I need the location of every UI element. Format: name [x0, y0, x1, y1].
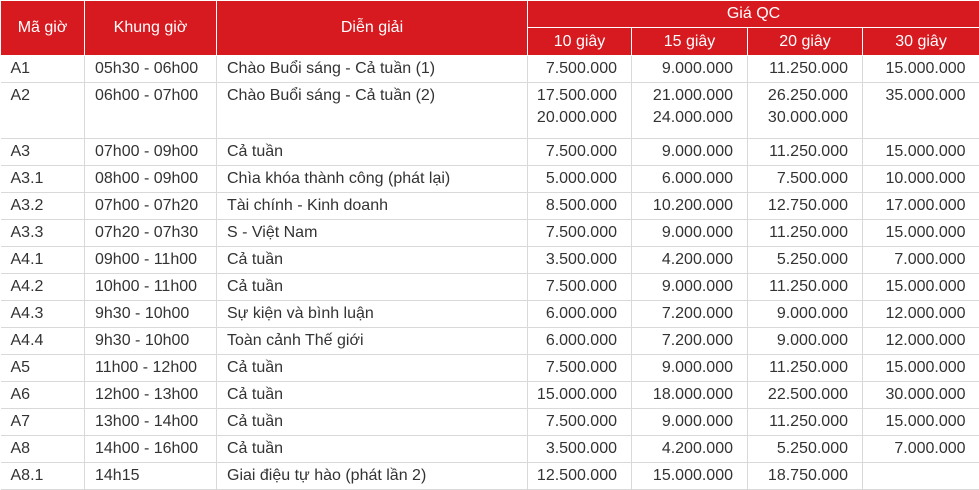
- desc-cell: Cả tuần: [217, 139, 528, 166]
- desc-cell: Cả tuần: [217, 355, 528, 382]
- price-cell-30: 10.000.000: [863, 166, 979, 193]
- price-cell-20: [748, 83, 863, 139]
- desc-cell: Chào Buổi sáng - Cả tuần (2): [217, 83, 528, 139]
- price-cell-15: 10.200.000: [632, 193, 748, 220]
- price-cell-10: 7.500.000: [528, 274, 632, 301]
- table-row: [1, 193, 979, 220]
- price-cell-20: 11.250.000: [748, 409, 863, 436]
- price-value: 17.500.000: [536, 87, 617, 104]
- table-row: [1, 355, 979, 382]
- price-cell-30: 12.000.000: [863, 328, 979, 355]
- slot-cell: 09h00 - 11h00: [85, 247, 217, 274]
- desc-cell: Giai điệu tự hào (phát lần 2): [217, 463, 528, 490]
- desc-cell: Cả tuần: [217, 274, 528, 301]
- header-duration-15: 15 giây: [632, 28, 748, 56]
- header-code: Mã giờ: [1, 1, 85, 56]
- header-price-group: Giá QC: [528, 1, 979, 28]
- code-cell: A4.4: [1, 328, 85, 355]
- desc-cell: Cả tuần: [217, 382, 528, 409]
- price-cell-20: 5.250.000: [748, 436, 863, 463]
- code-cell: A7: [1, 409, 85, 436]
- price-cell-30: 15.000.000: [863, 409, 979, 436]
- table-row: [1, 463, 979, 490]
- price-cell-15: 9.000.000: [632, 355, 748, 382]
- slot-cell: 9h30 - 10h00: [85, 328, 217, 355]
- header-duration-30: 30 giây: [863, 28, 979, 56]
- price-cell-10: 6.000.000: [528, 328, 632, 355]
- table-row: [1, 166, 979, 193]
- price-cell-30: 7.000.000: [863, 436, 979, 463]
- slot-cell: 06h00 - 07h00: [85, 83, 217, 139]
- price-cell-20: 5.250.000: [748, 247, 863, 274]
- table-row: [1, 328, 979, 355]
- price-cell-10: 7.500.000: [528, 355, 632, 382]
- desc-cell: Cả tuần: [217, 247, 528, 274]
- price-cell-15: 9.000.000: [632, 56, 748, 83]
- price-cell-15: 6.000.000: [632, 166, 748, 193]
- price-cell-10: 3.500.000: [528, 436, 632, 463]
- price-cell-20: 11.250.000: [748, 355, 863, 382]
- code-cell: A3.1: [1, 166, 85, 193]
- price-cell-20: 9.000.000: [748, 301, 863, 328]
- table-row: [1, 409, 979, 436]
- price-cell-10: 7.500.000: [528, 409, 632, 436]
- price-cell-10: 3.500.000: [528, 247, 632, 274]
- slot-cell: 14h00 - 16h00: [85, 436, 217, 463]
- desc-cell: Chìa khóa thành công (phát lại): [217, 166, 528, 193]
- code-cell: A6: [1, 382, 85, 409]
- price-cell-30: 7.000.000: [863, 247, 979, 274]
- slot-cell: 12h00 - 13h00: [85, 382, 217, 409]
- price-value: 26.250.000: [767, 87, 848, 104]
- code-cell: A3.3: [1, 220, 85, 247]
- desc-cell: Chào Buổi sáng - Cả tuần (1): [217, 56, 528, 83]
- table-row: [1, 56, 979, 83]
- price-cell-10: 12.500.000: [528, 463, 632, 490]
- header-duration-10: 10 giây: [528, 28, 632, 56]
- table-row: [1, 436, 979, 463]
- price-cell-10: 7.500.000: [528, 220, 632, 247]
- slot-cell: 10h00 - 11h00: [85, 274, 217, 301]
- slot-cell: 07h00 - 07h20: [85, 193, 217, 220]
- code-cell: A3: [1, 139, 85, 166]
- price-cell-20: 18.750.000: [748, 463, 863, 490]
- table-row: [1, 83, 979, 139]
- price-cell-30: 15.000.000: [863, 56, 979, 83]
- header-desc: Diễn giải: [217, 1, 528, 56]
- slot-cell: 14h15: [85, 463, 217, 490]
- price-cell-30: 15.000.000: [863, 139, 979, 166]
- table-row: [1, 382, 979, 409]
- price-cell-10: 6.000.000: [528, 301, 632, 328]
- table-row: [1, 220, 979, 247]
- price-cell-30: 17.000.000: [863, 193, 979, 220]
- price-cell-20: 9.000.000: [748, 328, 863, 355]
- code-cell: A4.2: [1, 274, 85, 301]
- price-cell-10: 8.500.000: [528, 193, 632, 220]
- price-cell-30: 30.000.000: [863, 382, 979, 409]
- slot-cell: 07h00 - 09h00: [85, 139, 217, 166]
- price-cell-20: 11.250.000: [748, 139, 863, 166]
- price-cell-10: 7.500.000: [528, 56, 632, 83]
- price-cell-15: 9.000.000: [632, 274, 748, 301]
- price-cell-30: 15.000.000: [863, 355, 979, 382]
- price-value: 35.000.000: [885, 87, 966, 104]
- price-cell-10: 5.000.000: [528, 166, 632, 193]
- slot-cell: 13h00 - 14h00: [85, 409, 217, 436]
- table-row: [1, 301, 979, 328]
- price-cell-20: 11.250.000: [748, 220, 863, 247]
- code-cell: A8.1: [1, 463, 85, 490]
- price-cell-15: 9.000.000: [632, 409, 748, 436]
- code-cell: A3.2: [1, 193, 85, 220]
- slot-cell: 05h30 - 06h00: [85, 56, 217, 83]
- header-duration-20: 20 giây: [748, 28, 863, 56]
- price-cell-20: 11.250.000: [748, 274, 863, 301]
- table-body: [1, 56, 979, 490]
- price-value: 21.000.000: [652, 87, 733, 104]
- slot-cell: 11h00 - 12h00: [85, 355, 217, 382]
- price-cell-15: 4.200.000: [632, 436, 748, 463]
- price-cell-15: [632, 83, 748, 139]
- desc-cell: Cả tuần: [217, 409, 528, 436]
- table-row: [1, 139, 979, 166]
- price-cell-10: [528, 83, 632, 139]
- slot-cell: 08h00 - 09h00: [85, 166, 217, 193]
- slot-cell: 07h20 - 07h30: [85, 220, 217, 247]
- header-slot: Khung giờ: [85, 1, 217, 56]
- price-cell-10: 7.500.000: [528, 139, 632, 166]
- code-cell: A4.1: [1, 247, 85, 274]
- slot-cell: 9h30 - 10h00: [85, 301, 217, 328]
- price-value-alt: 20.000.000: [536, 109, 617, 126]
- desc-cell: Toàn cảnh Thế giới: [217, 328, 528, 355]
- desc-cell: Sự kiện và bình luận: [217, 301, 528, 328]
- desc-cell: Tài chính - Kinh doanh: [217, 193, 528, 220]
- price-cell-15: 9.000.000: [632, 220, 748, 247]
- price-cell-20: 7.500.000: [748, 166, 863, 193]
- price-cell-15: 4.200.000: [632, 247, 748, 274]
- price-cell-20: 11.250.000: [748, 56, 863, 83]
- price-cell-10: 15.000.000: [528, 382, 632, 409]
- price-cell-30: 12.000.000: [863, 301, 979, 328]
- price-cell-15: 7.200.000: [632, 301, 748, 328]
- price-cell-15: 7.200.000: [632, 328, 748, 355]
- price-cell-30: [863, 463, 979, 490]
- code-cell: A4.3: [1, 301, 85, 328]
- price-value-alt: 24.000.000: [652, 109, 733, 126]
- price-cell-30: [863, 83, 979, 139]
- price-cell-15: 15.000.000: [632, 463, 748, 490]
- desc-cell: S - Việt Nam: [217, 220, 528, 247]
- price-cell-30: 15.000.000: [863, 220, 979, 247]
- price-cell-20: 22.500.000: [748, 382, 863, 409]
- code-cell: A8: [1, 436, 85, 463]
- code-cell: A2: [1, 83, 85, 139]
- price-cell-30: 15.000.000: [863, 274, 979, 301]
- price-cell-15: 9.000.000: [632, 139, 748, 166]
- price-cell-15: 18.000.000: [632, 382, 748, 409]
- table-row: [1, 247, 979, 274]
- table-row: [1, 274, 979, 301]
- price-value-alt: 30.000.000: [767, 109, 848, 126]
- desc-cell: Cả tuần: [217, 436, 528, 463]
- price-cell-20: 12.750.000: [748, 193, 863, 220]
- code-cell: A1: [1, 56, 85, 83]
- code-cell: A5: [1, 355, 85, 382]
